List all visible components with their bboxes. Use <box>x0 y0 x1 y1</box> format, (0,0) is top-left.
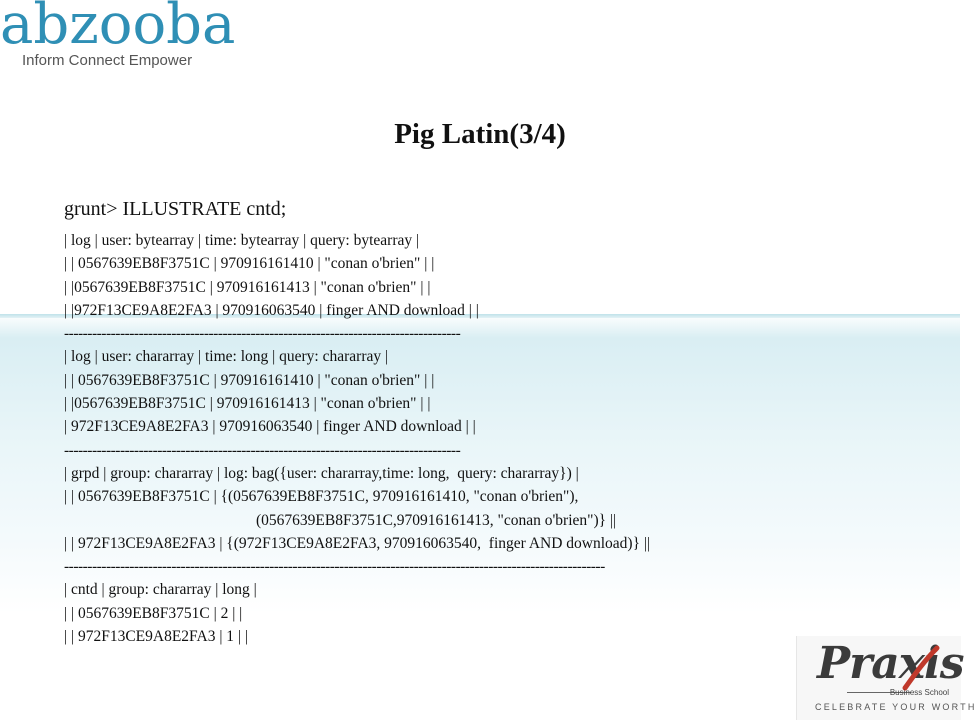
output-line: | cntd | group: chararray | long | <box>64 581 257 599</box>
praxis-wordmark: Praxis <box>817 638 964 689</box>
slide-title-text: Pig Latin(3/4) <box>394 118 566 150</box>
output-line: | | 972F13CE9A8E2FA3 | 1 | | <box>64 628 249 646</box>
output-line: | |0567639EB8F3751C | 970916161413 | "conan o'brien" | | <box>64 278 431 296</box>
separator-line: -------------------------------------------------------------------------------------------------------------------- <box>64 558 605 576</box>
praxis-logo <box>796 636 977 720</box>
output-line: | | 0567639EB8F3751C | 970916161410 | "conan o'brien" | | <box>64 255 435 273</box>
output-line: | grpd | group: chararray | log: bag({user: chararray,time: long, query: chararray}) | <box>64 464 579 482</box>
output-line: | | 972F13CE9A8E2FA3 | {(972F13CE9A8E2FA3, 970916063540, finger AND download)} || <box>64 534 651 552</box>
output-line: | 972F13CE9A8E2FA3 | 970916063540 | finger AND download | | <box>64 418 476 436</box>
slide-title <box>0 118 960 151</box>
logo-wordmark: abzooba <box>0 0 236 57</box>
separator-line: ------------------------------------------------------------------------------------- <box>64 441 461 459</box>
output-line: | | 0567639EB8F3751C | 970916161410 | "conan o'brien" | | <box>64 371 435 389</box>
praxis-swoosh-icon <box>901 644 941 694</box>
output-line: (0567639EB8F3751C,970916161413, "conan o'brien")} || <box>256 511 617 529</box>
praxis-tagline: CELEBRATE YOUR WORTH <box>815 702 977 712</box>
output-line: | |0567639EB8F3751C | 970916161413 | "conan o'brien" | | <box>64 395 431 413</box>
separator-line: ------------------------------------------------------------------------------------- <box>64 325 461 343</box>
output-line: | log | user: chararray | time: long | query: chararray | <box>64 348 389 366</box>
output-line: | | 0567639EB8F3751C | 2 | | <box>64 604 243 622</box>
grunt-command: grunt> ILLUSTRATE cntd; <box>64 198 287 220</box>
output-line: | | 0567639EB8F3751C | {(0567639EB8F3751C, 970916161410, "conan o'brien"), <box>64 488 579 506</box>
logo-tagline: Inform Connect Empower <box>22 52 193 69</box>
output-line: | log | user: bytearray | time: bytearray | query: bytearray | <box>64 232 420 249</box>
praxis-subtitle: Business School <box>889 688 949 697</box>
illustrate-output <box>64 229 944 648</box>
output-line: | |972F13CE9A8E2FA3 | 970916063540 | finger AND download | | <box>64 301 479 319</box>
